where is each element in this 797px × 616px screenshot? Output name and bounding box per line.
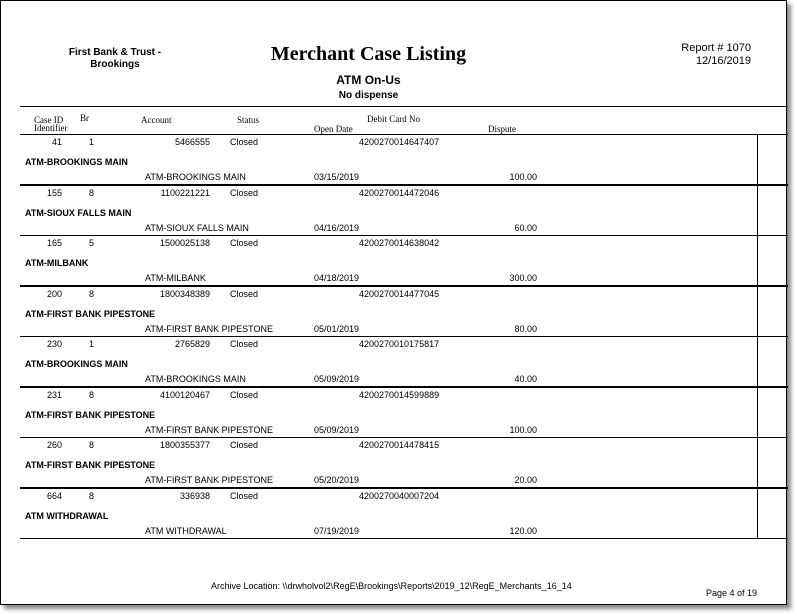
col-status: Status: [237, 115, 260, 125]
branch-number: 8: [89, 288, 95, 299]
case-record: [20, 185, 788, 236]
branch-number: 5: [89, 238, 95, 248]
status: Closed: [230, 440, 259, 450]
debit-card-number: 4200270040007204: [359, 490, 440, 501]
case-id: 165: [46, 238, 62, 248]
atm-location: ATM-BROOKINGS MAIN: [145, 172, 246, 182]
account: 1800355377: [159, 440, 210, 450]
branch-name: ATM-FIRST BANK PIPESTONE: [25, 409, 156, 420]
report-info: [661, 42, 751, 68]
branch-number: 8: [89, 490, 95, 501]
open-date: 05/09/2019: [314, 374, 360, 384]
atm-location: ATM-SIOUX FALLS MAIN: [145, 222, 249, 233]
report-date: 12/16/2019: [695, 55, 751, 67]
account: 4100120467: [159, 389, 210, 400]
report-number: Report # 1070: [681, 42, 751, 54]
account: 5466555: [174, 137, 210, 147]
branch-name: ATM-FIRST BANK PIPESTONE: [25, 460, 156, 470]
dispute-amount: 40.00: [514, 374, 537, 384]
dispute-amount: 20.00: [514, 475, 537, 485]
branch-name: ATM-BROOKINGS MAIN: [25, 157, 128, 167]
account: 1500025138: [159, 238, 210, 248]
status: Closed: [230, 339, 259, 349]
case-record: [20, 387, 788, 438]
case-id: 260: [46, 440, 62, 450]
status: Closed: [230, 187, 259, 198]
col-identifier: Identifier: [34, 123, 68, 133]
atm-location: ATM-MILBANK: [145, 273, 206, 283]
case-record: [20, 488, 788, 539]
open-date: 03/15/2019: [314, 172, 360, 182]
dispute-amount: 60.00: [514, 222, 537, 233]
case-id: 230: [46, 339, 62, 349]
col-debit-card: Debit Card No: [367, 114, 420, 124]
atm-location: ATM WITHDRAWAL: [145, 525, 227, 536]
case-record: [20, 235, 788, 286]
dispute-amount: 80.00: [514, 323, 537, 334]
bank-name: First Bank & Trust - Brookings: [68, 47, 162, 70]
open-date: 04/18/2019: [314, 273, 360, 283]
branch-name: ATM-MILBANK: [25, 258, 89, 268]
case-id: 41: [51, 137, 62, 147]
case-record: [20, 286, 788, 337]
dispute-amount: 100.00: [509, 172, 537, 182]
case-id: 200: [46, 288, 62, 299]
atm-location: ATM-FIRST BANK PIPESTONE: [145, 424, 274, 435]
branch-number: 8: [89, 187, 95, 198]
account: 336938: [179, 490, 210, 501]
case-id: 231: [46, 389, 62, 400]
case-record: [20, 134, 788, 185]
header-divider: [20, 106, 788, 107]
open-date: 04/16/2019: [314, 222, 360, 233]
debit-card-number: 4200270014478415: [359, 440, 440, 450]
open-date: 05/01/2019: [314, 323, 360, 334]
branch-name: ATM-BROOKINGS MAIN: [25, 359, 128, 369]
debit-card-number: 4200270014638042: [359, 238, 440, 248]
report-title: Merchant Case Listing: [270, 43, 467, 65]
col-dispute: Dispute: [488, 124, 516, 134]
branch-name: ATM WITHDRAWAL: [25, 510, 109, 521]
debit-card-number: 4200270014472046: [359, 187, 440, 198]
debit-card-number: 4200270010175817: [359, 339, 440, 349]
report-filter: No dispense: [338, 90, 399, 101]
status: Closed: [230, 288, 259, 299]
open-date: 05/20/2019: [314, 475, 360, 485]
status: Closed: [230, 389, 259, 400]
atm-location: ATM-FIRST BANK PIPESTONE: [145, 475, 274, 485]
debit-card-number: 4200270014477045: [359, 288, 440, 299]
atm-location: ATM-FIRST BANK PIPESTONE: [145, 323, 274, 334]
status: Closed: [230, 137, 259, 147]
branch-name: ATM-FIRST BANK PIPESTONE: [25, 308, 156, 319]
case-id: 664: [46, 490, 62, 501]
status: Closed: [230, 238, 259, 248]
account: 1800348389: [159, 288, 210, 299]
report-subtitle: ATM On-Us: [336, 73, 401, 87]
branch-number: 1: [89, 339, 95, 349]
branch-number: 1: [89, 137, 95, 147]
open-date: 07/19/2019: [314, 525, 360, 536]
dispute-amount: 100.00: [509, 424, 537, 435]
col-br: Br: [80, 113, 89, 123]
atm-location: ATM-BROOKINGS MAIN: [145, 374, 246, 384]
archive-location: Archive Location: \\drwholvol2\RegE\Brookings\Reports\2019_12\RegE_Merchants_16_14: [211, 581, 572, 591]
account: 1100221221: [160, 187, 210, 198]
dispute-amount: 120.00: [509, 525, 537, 536]
branch-number: 8: [89, 440, 95, 450]
account: 2765829: [174, 339, 210, 349]
col-account: Account: [141, 115, 172, 125]
debit-card-number: 4200270014647407: [359, 137, 440, 147]
branch-number: 8: [89, 389, 95, 400]
case-record: [20, 437, 788, 488]
debit-card-number: 4200270014599889: [359, 389, 440, 400]
branch-name: ATM-SIOUX FALLS MAIN: [25, 207, 132, 218]
dispute-amount: 300.00: [509, 273, 537, 283]
open-date: 05/09/2019: [314, 424, 360, 435]
col-case-id: Case ID: [34, 115, 64, 125]
col-open-date: Open Date: [314, 124, 353, 134]
status: Closed: [230, 490, 259, 501]
page-number: Page 4 of 19: [706, 588, 758, 598]
case-record: [20, 336, 788, 387]
case-id: 155: [46, 187, 62, 198]
